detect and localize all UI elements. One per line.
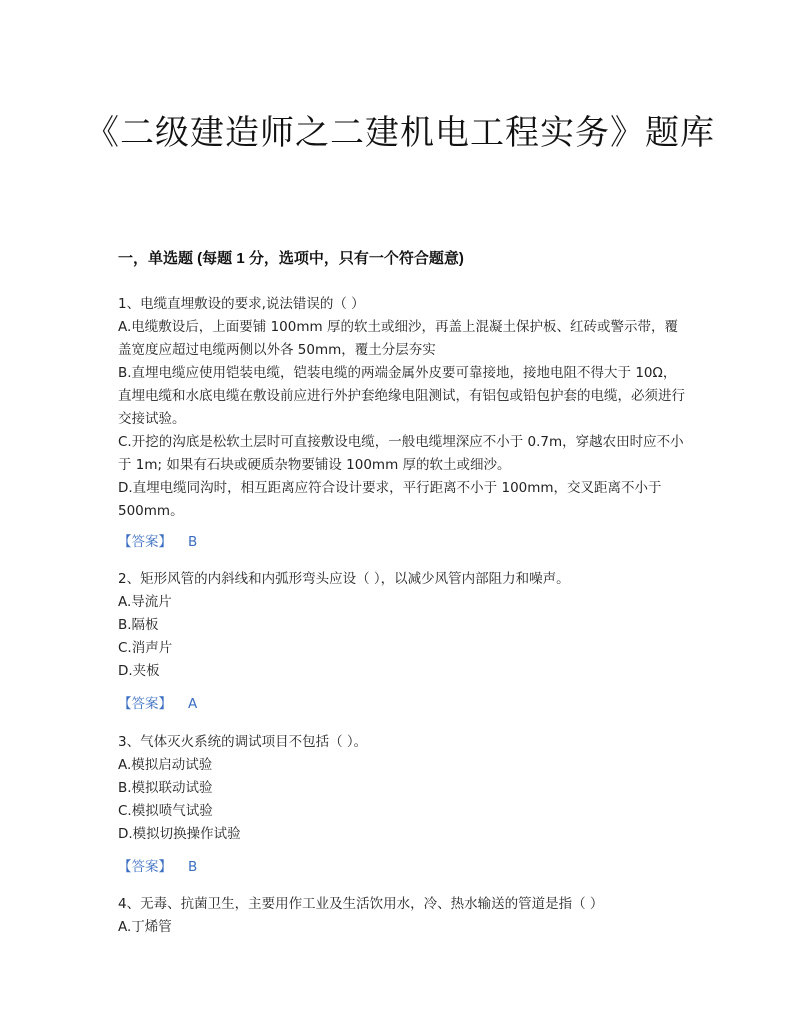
option-c: C.开挖的沟底是松软土层时可直接敷设电缆，一般电缆埋深应不小于 0.7m，穿越农田时应不小于 1m; 如果有石块或硬质杂物要铺设 100mm 厚的软土或细沙。 xyxy=(118,434,684,473)
answer-label: 【答案】 xyxy=(118,534,172,550)
answer-3 xyxy=(118,856,197,879)
answer-label: 【答案】 xyxy=(118,696,172,712)
option-d: D.模拟切换操作试验 xyxy=(118,826,241,842)
answer-value: B xyxy=(188,859,198,875)
option-a: A.模拟启动试验 xyxy=(118,757,213,773)
question-4 xyxy=(118,893,686,939)
option-a: A.导流片 xyxy=(118,594,172,610)
question-stem: 3、气体灭火系统的调试项目不包括（ ）。 xyxy=(118,734,368,750)
question-stem: 4、无毒、抗菌卫生，主要用作工业及生活饮用水，冷、热水输送的管道是指（ ） xyxy=(118,896,604,912)
answer-label: 【答案】 xyxy=(118,859,172,875)
option-d: D.夹板 xyxy=(118,663,160,679)
option-c: C.消声片 xyxy=(118,640,173,656)
section-heading: 一，单选题 (每题 1 分，选项中，只有一个符合题意) xyxy=(118,250,464,267)
option-b: B.模拟联动试验 xyxy=(118,780,213,796)
answer-1 xyxy=(118,531,197,554)
option-d: D.直埋电缆同沟时，相互距离应符合设计要求，平行距离不小于 100mm，交叉距离不小于 500mm。 xyxy=(118,480,662,519)
answer-2 xyxy=(118,693,197,716)
option-b: B.隔板 xyxy=(118,617,159,633)
option-b: B.直埋电缆应使用铠装电缆，铠装电缆的两端金属外皮要可靠接地，接地电阻不得大于 10Ω，直埋电缆和水底电缆在敷设前应进行外护套绝缘电阻测试，有铝包或铅包护套的电缆，必须进行交接试验。 xyxy=(118,365,685,427)
answer-value: B xyxy=(188,534,198,550)
question-stem: 2、矩形风管的内斜线和内弧形弯头应设（ ），以减少风管内部阻力和噪声。 xyxy=(118,571,570,587)
option-a: A.丁烯管 xyxy=(118,919,172,935)
question-2 xyxy=(118,568,686,683)
question-1 xyxy=(118,293,686,523)
question-stem: 1、电缆直埋敷设的要求,说法错误的（ ） xyxy=(118,296,365,312)
option-c: C.模拟喷气试验 xyxy=(118,803,213,819)
question-3 xyxy=(118,731,686,846)
answer-value: A xyxy=(188,696,198,712)
option-a: A.电缆敷设后，上面要铺 100mm 厚的软土或细沙，再盖上混凝土保护板、红砖或警示带，覆盖宽度应超过电缆两侧以外各 50mm，覆土分层夯实 xyxy=(118,319,678,358)
document-title: 《二级建造师之二建机电工程实务》题库 xyxy=(85,113,715,153)
